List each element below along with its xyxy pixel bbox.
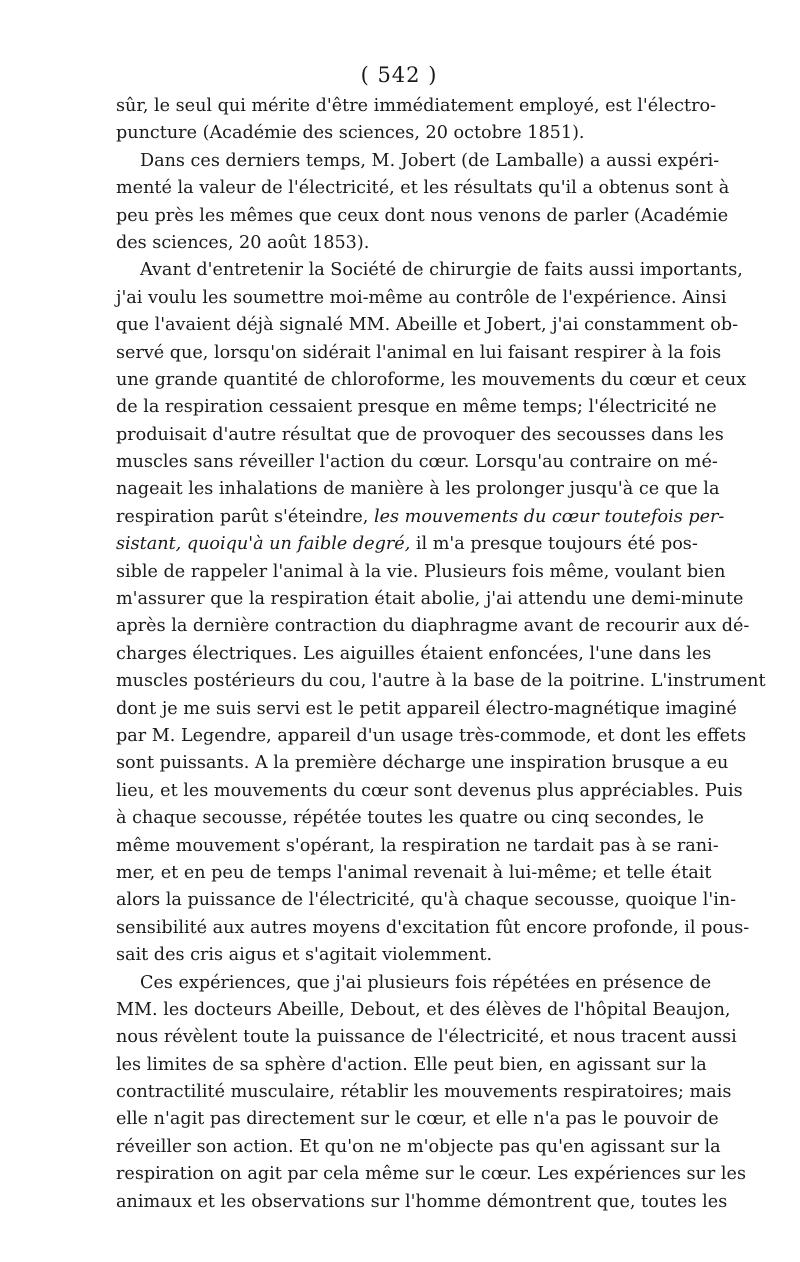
text-line: peu près les mêmes que ceux dont nous venons de parler (Académie bbox=[116, 205, 729, 226]
text-line: MM. les docteurs Abeille, Debout, et des élèves de l'hôpital Beaujon, bbox=[116, 999, 731, 1020]
text-line: muscles sans réveiller l'action du cœur. Lorsqu'au contraire on mé- bbox=[116, 452, 718, 473]
text-line: respiration on agit par cela même sur le cœur. Les expériences sur les bbox=[116, 1164, 746, 1185]
text-line: m'assurer que la respiration était abolie, j'ai attendu une demi-minute bbox=[116, 589, 744, 610]
text-line: alors la puissance de l'électricité, qu'à chaque secousse, quoique l'in- bbox=[116, 890, 737, 911]
italic-emphasis: les mouvements du cœur toutefois per- bbox=[374, 506, 725, 527]
text-line: une grande quantité de chloroforme, les mouvements du cœur et ceux bbox=[116, 369, 747, 390]
text-line: Ces expériences, que j'ai plusieurs fois répétées en présence de bbox=[140, 972, 712, 993]
text-line: même mouvement s'opérant, la respiration ne tardait pas à se rani- bbox=[116, 835, 719, 856]
text-line: elle n'agit pas directement sur le cœur, et elle n'a pas le pouvoir de bbox=[116, 1109, 719, 1130]
text-line: sible de rappeler l'animal à la vie. Plusieurs fois même, voulant bien bbox=[116, 561, 726, 582]
text-line: mer, et en peu de temps l'animal revenait à lui-même; et telle était bbox=[116, 862, 712, 883]
italic-emphasis: sistant, quoiqu'à un faible degré, bbox=[116, 534, 411, 555]
document-page bbox=[116, 60, 766, 1216]
text-line: sait des cris aigus et s'agitait violemment. bbox=[116, 945, 493, 966]
text-line: sont puissants. A la première décharge une inspiration brusque a eu bbox=[116, 753, 729, 774]
text-line: à chaque secousse, répétée toutes les quatre ou cinq secondes, le bbox=[116, 808, 704, 829]
text-line bbox=[116, 531, 698, 558]
text-line: des sciences, 20 août 1853). bbox=[116, 232, 370, 253]
text-segment: respiration parût s'éteindre, bbox=[116, 506, 374, 527]
text-line: menté la valeur de l'électricité, et les résultats qu'il a obtenus sont à bbox=[116, 178, 730, 199]
text-line: par M. Legendre, appareil d'un usage très-commode, et dont les effets bbox=[116, 725, 747, 746]
text-line: que l'avaient déjà signalé MM. Abeille et Jobert, j'ai constamment ob- bbox=[116, 315, 739, 336]
text-line: lieu, et les mouvements du cœur sont devenus plus appréciables. Puis bbox=[116, 780, 743, 801]
text-segment: il m'a presque toujours été pos- bbox=[410, 534, 698, 555]
text-line: Avant d'entretenir la Société de chirurgie de faits aussi importants, bbox=[140, 260, 743, 281]
text-line: les limites de sa sphère d'action. Elle peut bien, en agissant sur la bbox=[116, 1054, 707, 1075]
text-line: après la dernière contraction du diaphragme avant de recourir aux dé- bbox=[116, 616, 750, 637]
text-line: muscles postérieurs du cou, l'autre à la base de la poitrine. L'instrument bbox=[116, 671, 766, 692]
body-text bbox=[116, 93, 766, 1216]
text-line: nous révèlent toute la puissance de l'électricité, et nous tracent aussi bbox=[116, 1027, 737, 1048]
page-number: ( 542 ) bbox=[360, 63, 438, 87]
text-line: j'ai voulu les soumettre moi-même au contrôle de l'expérience. Ainsi bbox=[116, 287, 727, 308]
text-line: sûr, le seul qui mérite d'être immédiatement employé, est l'électro- bbox=[116, 96, 717, 116]
text-line: dont je me suis servi est le petit appareil électro-magnétique imaginé bbox=[116, 698, 737, 719]
text-line: puncture (Académie des sciences, 20 octobre 1851). bbox=[116, 123, 585, 144]
text-line: réveiller son action. Et qu'on ne m'objecte pas qu'en agissant sur la bbox=[116, 1136, 721, 1157]
text-line bbox=[116, 504, 725, 531]
text-line: contractilité musculaire, rétablir les mouvements respiratoires; mais bbox=[116, 1082, 732, 1103]
text-line: de la respiration cessaient presque en même temps; l'électricité ne bbox=[116, 397, 717, 418]
text-line: produisait d'autre résultat que de provoquer des secousses dans les bbox=[116, 424, 724, 445]
text-line: charges électriques. Les aiguilles étaient enfoncées, l'une dans les bbox=[116, 643, 712, 664]
text-line: Dans ces derniers temps, M. Jobert (de Lamballe) a aussi expéri- bbox=[140, 150, 720, 171]
text-line: nageait les inhalations de manière à les prolonger jusqu'à ce que la bbox=[116, 479, 720, 500]
text-line: servé que, lorsqu'on sidérait l'animal en lui faisant respirer à la fois bbox=[116, 342, 722, 363]
text-line: animaux et les observations sur l'homme démontrent que, toutes les bbox=[116, 1191, 728, 1212]
text-line: sensibilité aux autres moyens d'excitation fût encore profonde, il pous- bbox=[116, 917, 750, 938]
